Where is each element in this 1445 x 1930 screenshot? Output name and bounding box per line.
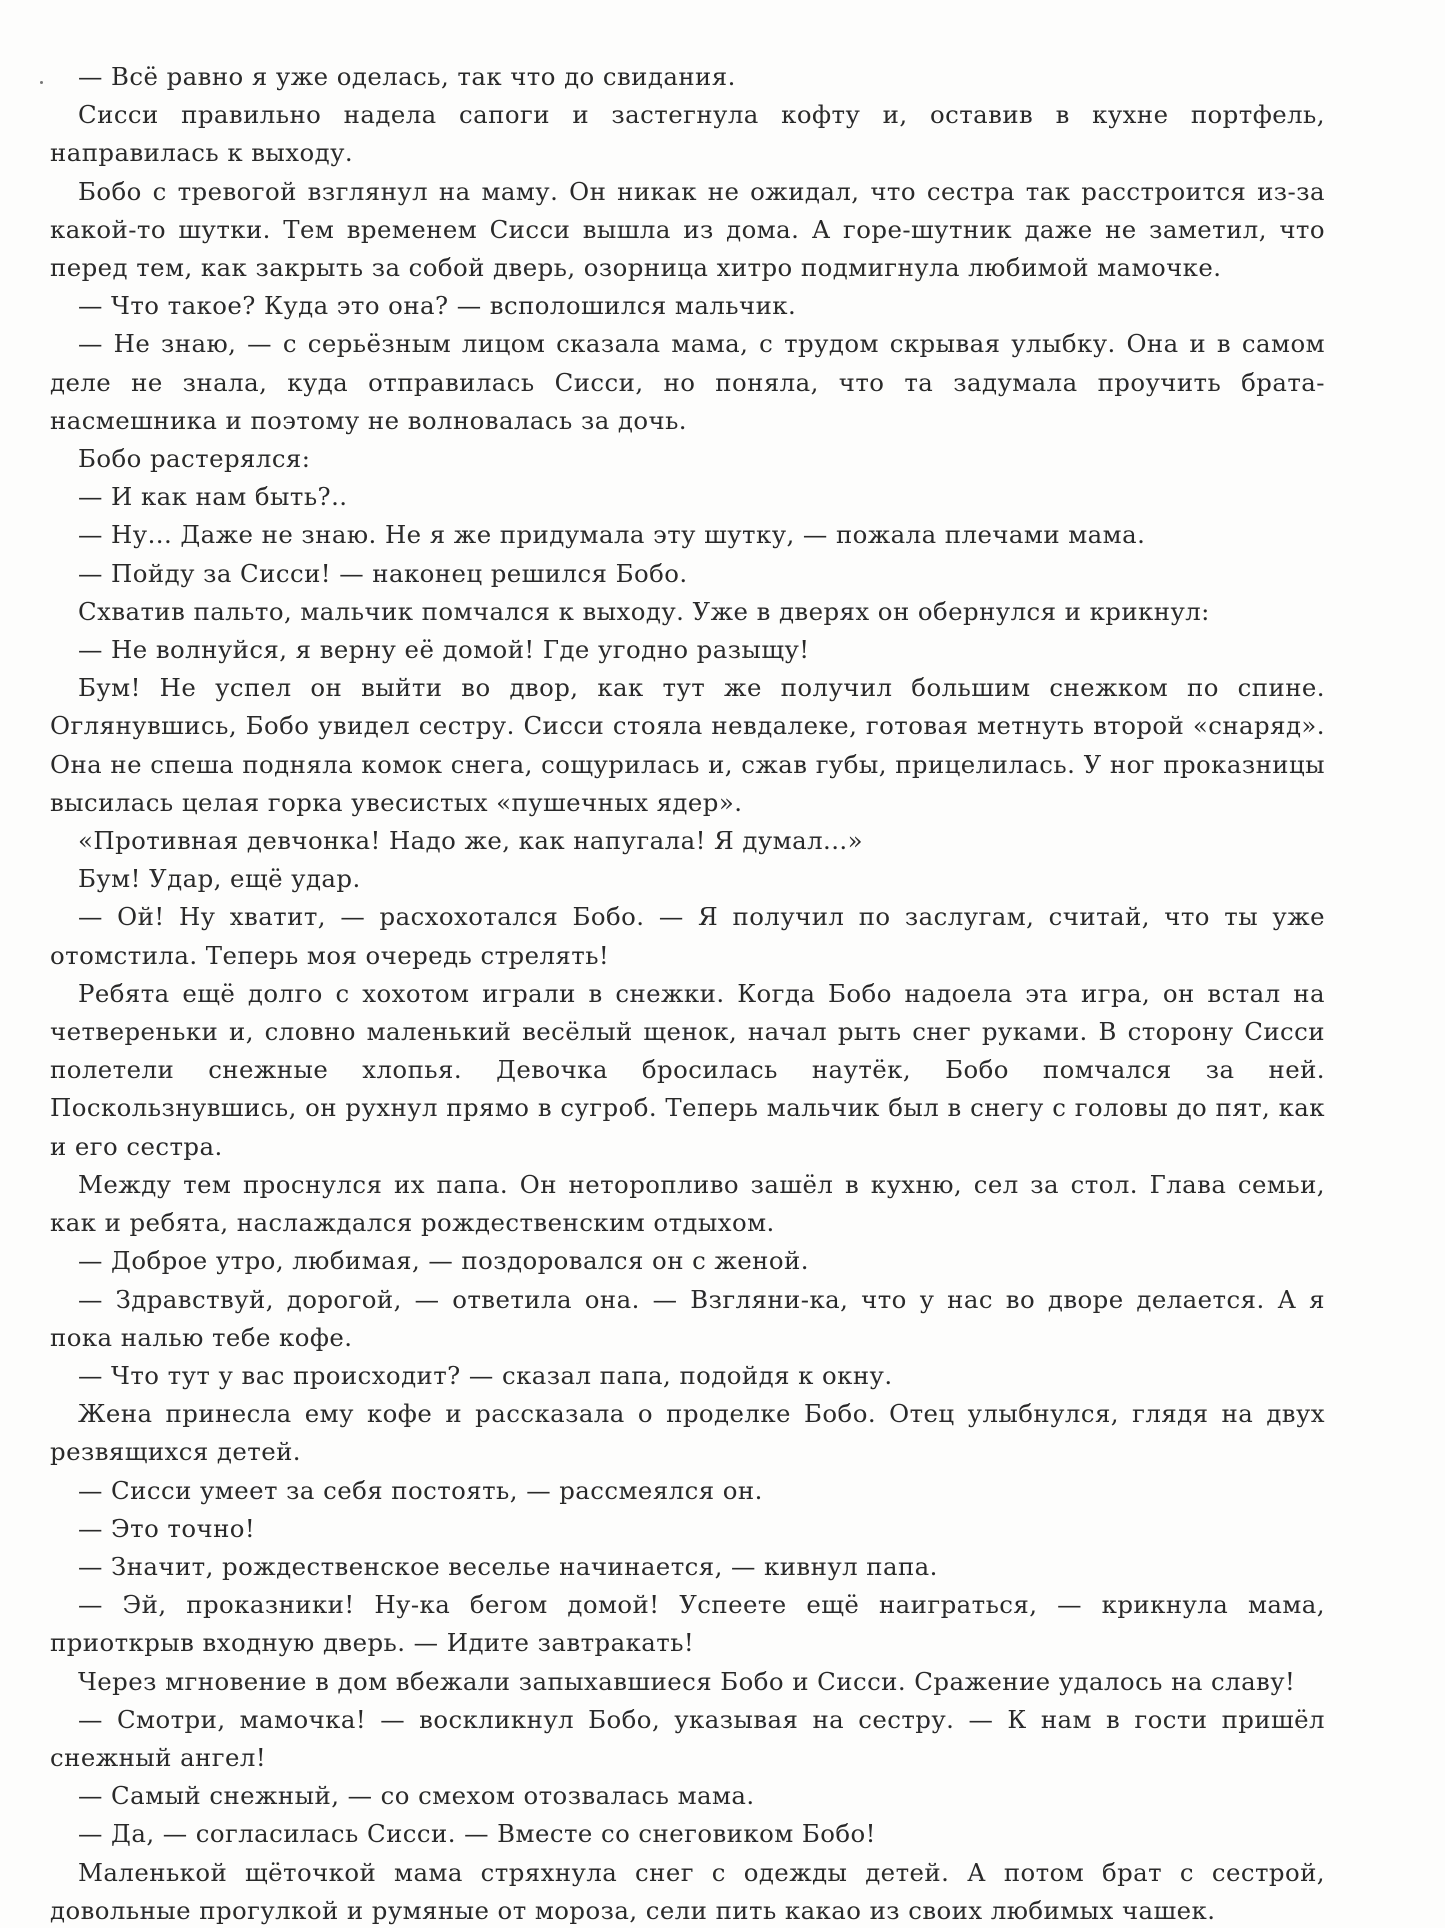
paragraph: — Сисси умеет за себя постоять, — рассмеялся он.	[78, 1475, 763, 1505]
print-speck	[40, 81, 43, 84]
paragraph: — Пойду за Сисси! — наконец решился Бобо.	[78, 558, 688, 588]
paragraph: Через мгновение в дом вбежали запыхавшиеся Бобо и Сисси. Сражение удалось на славу!	[78, 1666, 1296, 1696]
paragraph: — Здравствуй, дорогой, — ответила она. — Взгляни-ка, что у нас во дворе делается. А я пока налью тебе кофе.	[50, 1284, 1325, 1352]
paragraph: Бум! Удар, ещё удар.	[78, 864, 361, 894]
paragraph: — Ну... Даже не знаю. Не я же придумала эту шутку, — пожала плечами мама.	[78, 520, 1146, 550]
paragraph: — Не знаю, — с серьёзным лицом сказала мама, с трудом скрывая улыбку. Она и в самом деле не знала, куда отправилась Сисси, но поняла, что та задумала проучить брата-насмешника и поэтому не волновалась за дочь.	[50, 329, 1325, 435]
paragraph: — Да, — согласилась Сисси. — Вместе со снеговиком Бобо!	[78, 1819, 876, 1849]
paragraph: — Самый снежный, — со смехом отозвалась мама.	[78, 1781, 755, 1811]
paragraph: — Это точно!	[78, 1513, 256, 1543]
paragraph: — Доброе утро, любимая, — поздоровался он с женой.	[78, 1246, 809, 1276]
paragraph: — Ой! Ну хватит, — расхохотался Бобо. — Я получил по заслугам, считай, что ты уже отомстила. Теперь моя очередь стрелять!	[50, 902, 1325, 970]
paragraph: Маленькой щёточкой мама стряхнула снег с одежды детей. А потом брат с сестрой, довольные прогулкой и румяные от мороза, сели пить какао из своих любимых чашек.	[50, 1857, 1325, 1925]
paragraph: — Значит, рождественское веселье начинается, — кивнул папа.	[78, 1551, 938, 1581]
paragraph: Ребята ещё долго с хохотом играли в снежки. Когда Бобо надоела эта игра, он встал на четвереньки и, словно маленький весёлый щенок, начал рыть снег руками. В сторону Сисси полетели снежные хлопья. Девочка бросилась наутёк, Бобо помчался за ней. Поскользнувшись, он рухнул прямо в сугроб. Теперь мальчик был в снегу с головы до пят, как и его сестра.	[50, 978, 1325, 1161]
paragraph: — Всё равно я уже оделась, так что до свидания.	[78, 62, 736, 91]
paragraph: Бум! Не успел он выйти во двор, как тут же получил большим снежком по спине. Оглянувшись, Бобо увидел сестру. Сисси стояла невдалеке, готовая метнуть второй «снаряд». Она не спеша подняла комок снега, сощурилась и, сжав губы, прицелилась. У ног проказницы высилась целая горка увесистых «пушечных ядер».	[50, 673, 1325, 817]
paragraph: Бобо растерялся:	[78, 444, 311, 474]
story-text	[50, 58, 1325, 1930]
paragraph: Жена принесла ему кофе и рассказала о проделке Бобо. Отец улыбнулся, глядя на двух резвящихся детей.	[50, 1399, 1325, 1467]
paragraph: Сисси правильно надела сапоги и застегнула кофту и, оставив в кухне портфель, направилась к выходу.	[50, 100, 1325, 168]
paragraph: Схватив пальто, мальчик помчался к выходу. Уже в дверях он обернулся и крикнул:	[78, 596, 1210, 626]
paragraph: Бобо с тревогой взглянул на маму. Он никак не ожидал, что сестра так расстроится из-за какой-то шутки. Тем временем Сисси вышла из дома. А горе-шутник даже не заметил, что перед тем, как закрыть за собой дверь, озорница хитро подмигнула любимой мамочке.	[50, 176, 1325, 283]
paragraph: — Эй, проказники! Ну-ка бегом домой! Успеете ещё наиграться, — крикнула мама, приоткрыв входную дверь. — Идите завтракать!	[50, 1590, 1325, 1658]
paragraph: — Что тут у вас происходит? — сказал папа, подойдя к окну.	[78, 1360, 893, 1390]
paragraph: «Противная девчонка! Надо же, как напугала! Я думал...»	[78, 826, 864, 856]
paragraph: — И как нам быть?..	[78, 482, 348, 512]
paragraph: — Что такое? Куда это она? — всполошился мальчик.	[78, 291, 797, 321]
paragraph: Между тем проснулся их папа. Он неторопливо зашёл в кухню, сел за стол. Глава семьи, как и ребята, наслаждался рождественским отдыхом.	[50, 1169, 1325, 1238]
paragraph: — Смотри, мамочка! — воскликнул Бобо, указывая на сестру. — К нам в гости пришёл снежный ангел!	[50, 1704, 1325, 1772]
paragraph: — Не волнуйся, я верну её домой! Где угодно разыщу!	[78, 635, 810, 665]
